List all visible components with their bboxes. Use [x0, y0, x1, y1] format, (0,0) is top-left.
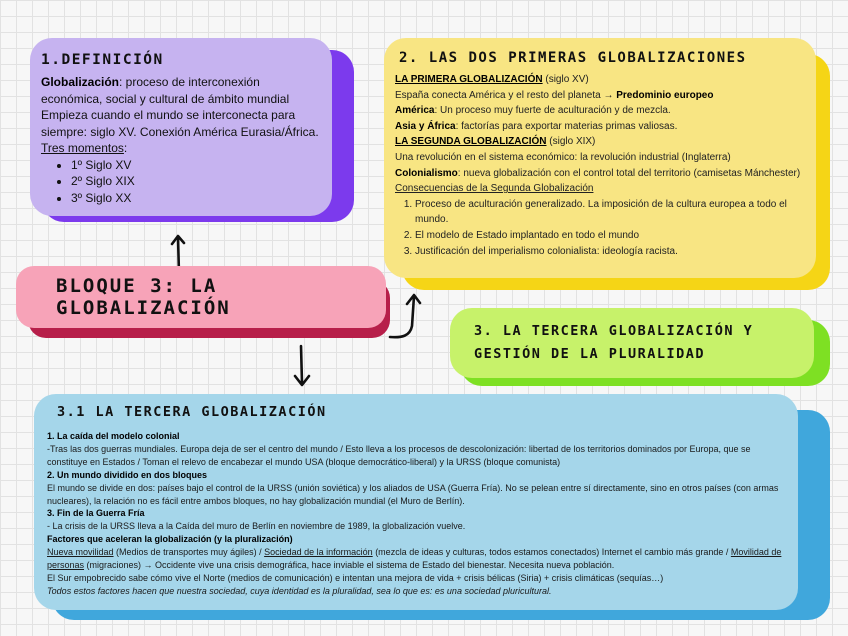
factor-movilidad-text: (Medios de transportes muy ágiles) / [113, 547, 265, 558]
g1-label: LA PRIMERA GLOBALIZACIÓN [395, 74, 543, 85]
g1-century: (siglo XV) [542, 74, 589, 85]
definicion-title: 1.DEFINICIÓN [41, 52, 164, 68]
tercera-p6: Todos estos factores hacen que nuestra sociedad, cuya identidad es la pluralidad, sea lo que es: es una sociedad pluricultural. [47, 585, 552, 596]
globalizacion-term: Globalización [41, 75, 120, 89]
moments-label: Tres momentos [41, 141, 124, 155]
tercera-h1: 1. La caída del modelo colonial [47, 431, 180, 441]
central-topic[interactable] [16, 266, 386, 328]
factor-movilidad-label: Nueva movilidad [47, 547, 114, 558]
moment-item: • 3º Siglo XX [71, 190, 320, 207]
moment-item: • 1º Siglo XV [71, 157, 320, 174]
arrow-to-primeras [390, 295, 420, 337]
tercera-p1: -Tras las dos guerras mundiales. Europa deja de ser el centro del mundo / Esto lleva a los procesos de descolonización: libertad de los territorios dominados por Europa, que se constituye en Estados / Toman el relevo de encabezar el mundo USA (bloque democrático-liberal) y la URSS (bloque comunista) [47, 443, 751, 467]
consecuencia-item: 3. Justificación del imperialismo colonialista: ideología racista. [415, 244, 806, 260]
globalizacion-def: : proceso de interconexión económica, social y cultural de ámbito mundial [41, 75, 290, 106]
g2-line: Una revolución en el sistema económico: la revolución industrial (Inglaterra) [395, 151, 731, 163]
asia-text: : factorías para exportar materias primas valiosas. [455, 120, 678, 132]
tercera-card[interactable] [34, 394, 798, 610]
colonialismo-label: Colonialismo [395, 167, 458, 179]
factor-personas-label: Movilidad de personas [47, 547, 782, 571]
factor-informacion-text: (mezcla de ideas y culturas, todos estamos conectados) Internet el cambio más grande / [372, 547, 731, 558]
factor-personas-text: (migraciones) → Occidente vive una crisis demográfica, hace inviable el sistema de Estado del bienestar. Necesita nueva población. [84, 560, 615, 571]
consecuencias-label: Consecuencias de la Segunda Globalización [395, 183, 594, 195]
definicion-card[interactable]: 1.DEFINICIÓN Globalización: proceso de interconexión económica, social y cultural de ámbito mundial Empieza cuando el mundo se interconecta para siempre: siglo XV. Conexión América Eurasia/África. Tres momentos: • 1º Siglo XV • 2º Siglo XIX • 3º Siglo XX [30, 38, 332, 216]
primeras-title: 2. LAS DOS PRIMERAS GLOBALIZACIONES [399, 50, 747, 66]
g1-bold: Predominio europeo [616, 89, 714, 101]
factor-informacion-label: Sociedad de la información [264, 547, 373, 558]
definicion-line2: Empieza cuando el mundo se interconecta para siempre: siglo XV. Conexión América Eurasia/África. [41, 108, 319, 139]
consecuencia-item: 2. El modelo de Estado implantado en todo el mundo [415, 228, 806, 244]
tercera-h2: 2. Un mundo dividido en dos bloques [47, 469, 208, 480]
tercera-h3: 3. Fin de la Guerra Fría [47, 508, 145, 519]
tercera-p2: El mundo se divide en dos: países bajo el control de la URSS (unión soviética) y los aliados de USA (Guerra Fría). No se pelean entre sí directamente, sino en otros países (con armas nucleares), la relación no es fácil entre ambos bloques, no hay globalización mundial (el Muro de Berlín). [47, 482, 779, 506]
g1-line: España conecta América y el resto del planeta → [395, 89, 617, 101]
consecuencias-list [395, 197, 806, 259]
g2-century: (siglo XIX) [546, 136, 596, 148]
tercera-gestion-card[interactable] [450, 308, 814, 378]
asia-label: Asia y África [395, 120, 456, 132]
moment-item: • 2º Siglo XIX [71, 173, 320, 190]
consecuencia-item: 1. Proceso de aculturación generalizado. La imposición de la cultura europea a todo el mundo. [415, 197, 806, 228]
tercera-h4: Factores que aceleran la globalización (y la pluralización) [47, 534, 293, 545]
colonialismo-text: : nueva globalización con el control total del territorio (camisetas Mánchester) [457, 167, 801, 179]
central-title: BLOQUE 3: LA GLOBALIZACIÓN [56, 275, 231, 319]
tercera-p5: El Sur empobrecido sabe cómo vive el Norte (medios de comunicación) e intentan una mejora de vida + crisis bélicas (Siria) + crisis climáticas (sequías…) [47, 572, 664, 583]
america-text: : Un proceso muy fuerte de aculturación y de mezcla. [434, 105, 671, 117]
america-label: América [395, 105, 435, 117]
moments-list [41, 157, 320, 207]
primeras-card[interactable] [384, 38, 816, 278]
arrow-to-tercera [295, 346, 309, 385]
tercera-gestion-title: 3. LA TERCERA GLOBALIZACIÓN Y GESTIÓN DE LA PLURALIDAD [474, 323, 754, 362]
tercera-title: 3.1 LA TERCERA GLOBALIZACIÓN [57, 404, 327, 420]
tercera-p3: - La crisis de la URSS lleva a la Caída del muro de Berlín en noviembre de 1989, la globalización vuelve. [47, 521, 466, 532]
g2-label: LA SEGUNDA GLOBALIZACIÓN [395, 136, 547, 148]
